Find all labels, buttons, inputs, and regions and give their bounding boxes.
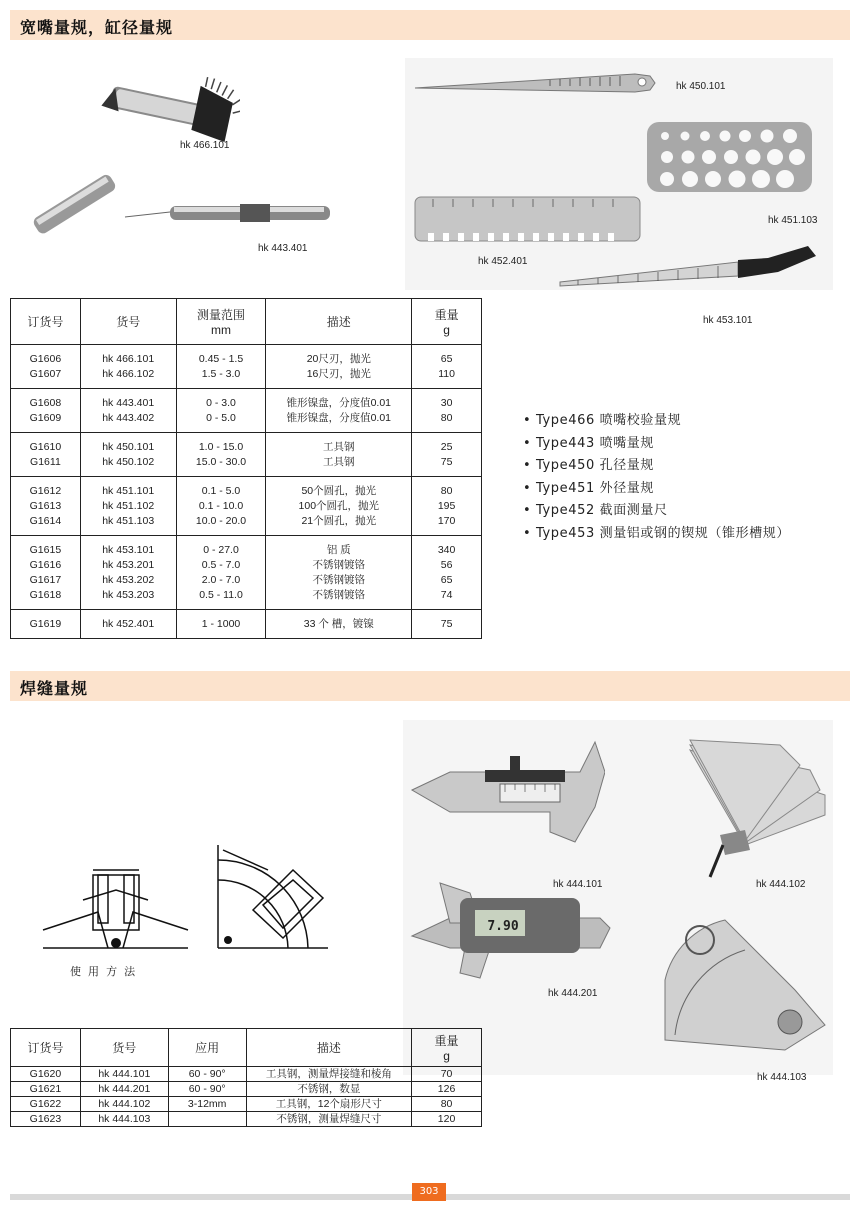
- caption-hk466: hk 466.101: [180, 140, 230, 151]
- cell-weight: [412, 610, 482, 639]
- cell-item: [80, 389, 176, 433]
- cell-line: 0.45 - 1.5: [198, 353, 244, 365]
- cell-line: G1613: [29, 500, 62, 512]
- cell-desc: [266, 536, 412, 610]
- table-row-group: [11, 536, 482, 610]
- wedge-gauge-image: [558, 242, 818, 292]
- cell-line: 0.5 - 11.0: [199, 589, 243, 601]
- col-header-weight-text: [416, 306, 477, 337]
- type-list-item: • Type451 外径量规: [523, 480, 655, 496]
- table-cell: [168, 1112, 246, 1127]
- cell-item: [80, 536, 176, 610]
- cell-weight: [412, 477, 482, 536]
- cell-line: G1619: [29, 618, 62, 630]
- cell-desc: [266, 389, 412, 433]
- cell-item: [80, 610, 176, 639]
- cell-line: 75: [440, 618, 453, 630]
- col-header-weight-text: [416, 1032, 477, 1063]
- cell-order: [11, 610, 81, 639]
- cell-line: 锥形镍盘，分度值0.01: [286, 397, 392, 409]
- cell-line: 74: [440, 589, 453, 601]
- usage-label: 使 用 方 法: [70, 966, 138, 978]
- cell-line: 不锈钢镀铬: [312, 559, 366, 571]
- needle-gauge-image: [30, 170, 330, 240]
- cell-line: hk 453.202: [102, 574, 155, 586]
- cell-line: hk 451.102: [102, 500, 155, 512]
- table-cell: hk 444.101: [80, 1067, 168, 1082]
- cell-line: 1.0 - 15.0: [198, 441, 244, 453]
- cell-line: hk 453.203: [102, 589, 155, 601]
- cell-line: 20尺刃，抛光: [306, 353, 371, 365]
- cell-line: G1606: [29, 353, 62, 365]
- cell-line: G1611: [30, 456, 61, 468]
- table-cell: 80: [412, 1097, 482, 1112]
- cell-line: G1608: [29, 397, 62, 409]
- type-list-item: • Type452 截面测量尺: [523, 503, 668, 518]
- cell-line: 0 - 3.0: [206, 397, 236, 409]
- caption-hk451: hk 451.103: [768, 215, 818, 226]
- cell-line: hk 451.103: [102, 515, 155, 527]
- usage-diagram: [38, 840, 338, 955]
- caption-hk444-102: hk 444.102: [756, 879, 806, 890]
- cell-range: [176, 477, 266, 536]
- cell-line: 25: [440, 441, 453, 453]
- cell-line: 65: [440, 574, 453, 586]
- type-list-item: • Type443 喷嘴量规: [523, 435, 655, 451]
- col-header-range: [176, 299, 266, 345]
- cell-line: G1616: [29, 559, 62, 571]
- caption-hk443: hk 443.401: [258, 243, 308, 254]
- cell-line: hk 466.102: [102, 368, 155, 380]
- header-line: g: [443, 323, 450, 337]
- cell-line: 工具钢: [323, 441, 355, 453]
- cell-line: 80: [440, 485, 453, 497]
- cell-weight: [412, 433, 482, 477]
- cell-line: hk 452.401: [102, 618, 155, 630]
- table-cell: hk 444.102: [80, 1097, 168, 1112]
- table-row: [11, 1067, 482, 1082]
- cell-line: hk 443.402: [102, 412, 155, 424]
- table-cell: hk 444.201: [80, 1082, 168, 1097]
- spec-table-weld-gauges: [10, 1028, 482, 1127]
- section-gauge-image: [413, 195, 643, 245]
- table-cell: 60 - 90°: [168, 1067, 246, 1082]
- weld-gauge-102-image: [685, 735, 830, 880]
- cell-line: 1 - 1000: [201, 618, 241, 630]
- section-title: 焊缝量规: [20, 679, 89, 698]
- col-header-weight: [412, 299, 482, 345]
- cell-line: 65: [440, 353, 453, 365]
- cell-line: 110: [438, 368, 455, 380]
- table-cell: 120: [412, 1112, 482, 1127]
- cell-line: G1609: [29, 412, 62, 424]
- caption-hk452: hk 452.401: [478, 256, 528, 267]
- cell-line: 不锈钢镀铬: [312, 574, 366, 586]
- caption-hk444-103: hk 444.103: [757, 1072, 807, 1083]
- header-line: 测量范围: [196, 308, 245, 322]
- cell-line: hk 450.102: [102, 456, 155, 468]
- table-cell: G1620: [11, 1067, 81, 1082]
- table-row-group: [11, 389, 482, 433]
- type-list-item: • Type466 喷嘴校验量规: [523, 413, 682, 428]
- table-cell: 60 - 90°: [168, 1082, 246, 1097]
- cell-line: 0.1 - 10.0: [198, 500, 244, 512]
- cell-line: 铝 质: [326, 544, 351, 556]
- header-line: 重量: [434, 1034, 459, 1048]
- col-header-order: 订货号: [11, 299, 81, 345]
- cell-line: 0.1 - 5.0: [201, 485, 241, 497]
- cell-line: hk 453.101: [102, 544, 155, 556]
- table-cell: hk 444.103: [80, 1112, 168, 1127]
- cell-line: 170: [437, 515, 456, 527]
- cell-line: 10.0 - 20.0: [195, 515, 247, 527]
- table-cell: 3-12mm: [168, 1097, 246, 1112]
- cell-item: [80, 433, 176, 477]
- cell-line: 100个圆孔，抛光: [298, 500, 380, 512]
- cell-range: [176, 389, 266, 433]
- cell-line: 1.5 - 3.0: [201, 368, 241, 380]
- col-header-application: 应用: [168, 1029, 246, 1067]
- cell-line: 0 - 5.0: [206, 412, 236, 424]
- cell-weight: [412, 536, 482, 610]
- cell-desc: [266, 477, 412, 536]
- hole-gauge-image: [645, 120, 815, 195]
- cell-desc: [266, 433, 412, 477]
- table-cell: G1622: [11, 1097, 81, 1112]
- table-cell: 126: [412, 1082, 482, 1097]
- cell-line: 15.0 - 30.0: [195, 456, 247, 468]
- table-cell: G1621: [11, 1082, 81, 1097]
- caption-hk444-201: hk 444.201: [548, 988, 598, 999]
- cell-range: [176, 345, 266, 389]
- cell-line: G1615: [29, 544, 62, 556]
- cell-line: G1612: [29, 485, 62, 497]
- caption-hk453: hk 453.101: [703, 315, 753, 326]
- table-row: [11, 1112, 482, 1127]
- cell-line: 不锈钢镀铬: [312, 589, 366, 601]
- caption-hk450: hk 450.101: [676, 81, 726, 92]
- cell-order: [11, 477, 81, 536]
- col-header-desc: 描述: [266, 299, 412, 345]
- header-line: g: [443, 1049, 450, 1063]
- cell-line: 16尺刃，抛光: [306, 368, 371, 380]
- page-number: 303: [412, 1183, 446, 1201]
- cell-line: 工具钢: [323, 456, 355, 468]
- cell-desc: [266, 610, 412, 639]
- caption-hk444-101: hk 444.101: [553, 879, 603, 890]
- type-list-item: • Type453 测量铝或钢的锲规（锥形槽规）: [523, 525, 791, 541]
- cell-line: hk 453.201: [102, 559, 155, 571]
- weld-gauge-103-image: [655, 910, 830, 1055]
- cell-weight: [412, 389, 482, 433]
- table-row: [11, 1097, 482, 1112]
- table-cell: 70: [412, 1067, 482, 1082]
- cell-line: 80: [440, 412, 453, 424]
- table-row-group: [11, 610, 482, 639]
- cell-line: G1610: [29, 441, 62, 453]
- taper-gauge-image: [410, 68, 660, 98]
- cell-order: [11, 345, 81, 389]
- cell-line: hk 443.401: [102, 397, 155, 409]
- table-row-group: [11, 345, 482, 389]
- type-list: [523, 410, 790, 545]
- table-cell: 不锈钢，测量焊缝尺寸: [246, 1112, 412, 1127]
- col-header-weight: [412, 1029, 482, 1067]
- cell-line: 21个圆孔，抛光: [301, 515, 377, 527]
- cell-line: G1607: [29, 368, 62, 380]
- type-list-item: • Type450 孔径量规: [523, 458, 655, 473]
- cell-line: 锥形镍盘，分度值0.01: [286, 412, 392, 424]
- cell-item: [80, 345, 176, 389]
- cell-line: 33 个 槽，镀镍: [303, 618, 374, 630]
- col-header-order: 订货号: [11, 1029, 81, 1067]
- cell-line: 340: [437, 544, 456, 556]
- table-row-group: [11, 477, 482, 536]
- cell-item: [80, 477, 176, 536]
- cell-order: [11, 536, 81, 610]
- cell-line: G1618: [29, 589, 62, 601]
- caliper-display-reading: 7.90: [487, 919, 519, 934]
- spec-table-bore-gauges: [10, 298, 482, 639]
- section-header-weld-gauges: [10, 671, 850, 701]
- header-line: 重量: [434, 308, 459, 322]
- cell-line: 2.0 - 7.0: [201, 574, 241, 586]
- cell-line: G1617: [29, 574, 62, 586]
- table-row: [11, 1082, 482, 1097]
- cell-range: [176, 536, 266, 610]
- table-cell: 不锈钢，数显: [246, 1082, 412, 1097]
- table-cell: 工具钢，12个扇形尺寸: [246, 1097, 412, 1112]
- section-title: 宽嘴量规，缸径量规: [20, 18, 174, 37]
- cell-line: 0 - 27.0: [203, 544, 239, 556]
- cell-line: 50个圆孔，抛光: [301, 485, 377, 497]
- weld-gauge-101-image: [410, 732, 605, 847]
- cell-line: hk 450.101: [102, 441, 155, 453]
- col-header-item: 货号: [80, 1029, 168, 1067]
- col-header-range-text: [181, 306, 262, 337]
- cell-range: [176, 433, 266, 477]
- cell-line: hk 451.101: [102, 485, 155, 497]
- section-header-bore-gauges: [10, 10, 850, 40]
- table-row-group: [11, 433, 482, 477]
- cell-line: 0.5 - 7.0: [201, 559, 241, 571]
- cell-order: [11, 433, 81, 477]
- table-cell: 工具钢，测量焊接缝和棱角: [246, 1067, 412, 1082]
- cell-order: [11, 389, 81, 433]
- cell-line: 56: [440, 559, 453, 571]
- col-header-item: 货号: [80, 299, 176, 345]
- cell-line: 75: [440, 456, 453, 468]
- cell-weight: [412, 345, 482, 389]
- cell-line: 30: [440, 397, 453, 409]
- col-header-desc: 描述: [246, 1029, 412, 1067]
- leaf-gauge-image: [100, 70, 240, 150]
- cell-line: G1614: [29, 515, 62, 527]
- table-cell: G1623: [11, 1112, 81, 1127]
- header-line: mm: [211, 323, 231, 337]
- cell-line: hk 466.101: [102, 353, 155, 365]
- cell-range: [176, 610, 266, 639]
- cell-desc: [266, 345, 412, 389]
- cell-line: 195: [437, 500, 456, 512]
